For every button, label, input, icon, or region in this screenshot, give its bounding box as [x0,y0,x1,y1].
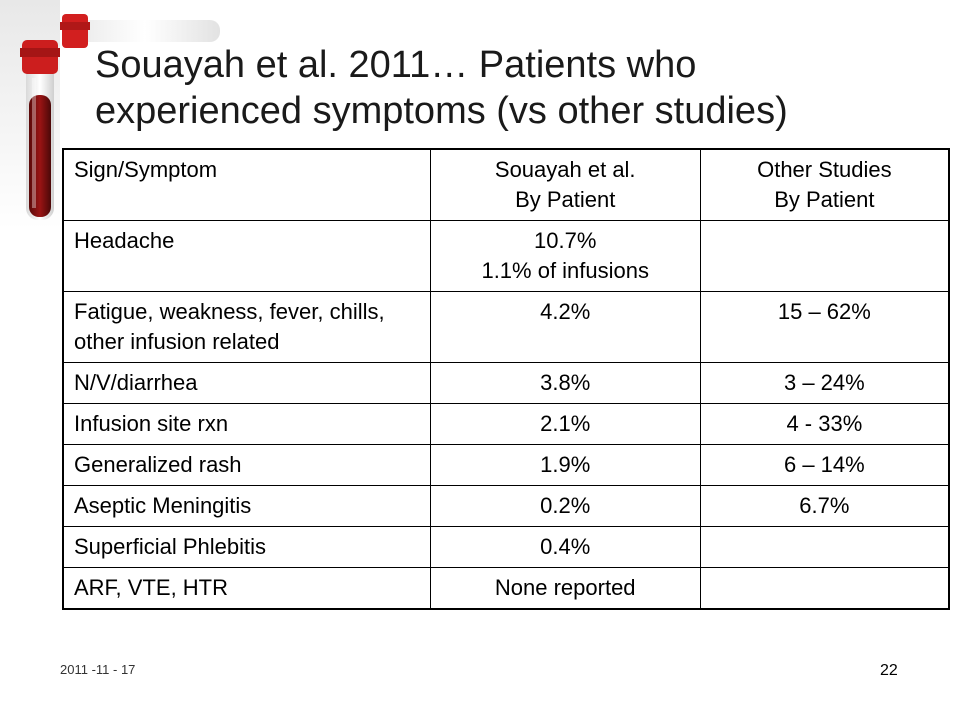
symptom-cell: Fatigue, weakness, fever, chills, other infusion related [63,292,430,363]
other-cell: 4 - 33% [700,404,949,445]
souayah-cell: 3.8% [430,363,700,404]
header-other-line2: By Patient [774,187,875,212]
symptom-cell: Infusion site rxn [63,404,430,445]
other-cell [700,568,949,610]
slide-title [95,42,935,134]
table-row [63,568,949,610]
other-cell [700,527,949,568]
symptom-cell: Aseptic Meningitis [63,486,430,527]
other-cell: 6.7% [700,486,949,527]
table-row [63,292,949,363]
header-souayah-line1: Souayah et al. [494,157,636,182]
souayah-cell: 1.9% [430,445,700,486]
title-line-2: experienced symptoms (vs other studies) [95,90,788,132]
souayah-subvalue: 1.1% of infusions [481,258,649,283]
souayah-cell: 0.4% [430,527,700,568]
table-row [63,445,949,486]
table-row [63,221,949,292]
symptom-cell: Superficial Phlebitis [63,527,430,568]
page-number: 22 [880,662,898,679]
footer-date: 2011 -11 - 17 [60,662,136,677]
souayah-value: 10.7% [534,228,597,253]
souayah-cell [430,221,700,292]
souayah-cell: 0.2% [430,486,700,527]
header-souayah [430,149,700,221]
other-cell: 15 – 62% [700,292,949,363]
table-row [63,527,949,568]
header-other-line1: Other Studies [757,157,892,182]
header-other-studies [700,149,949,221]
souayah-cell: None reported [430,568,700,610]
symptom-cell: Headache [63,221,430,292]
table-header-row [63,149,949,221]
symptom-cell: N/V/diarrhea [63,363,430,404]
symptom-cell: Generalized rash [63,445,430,486]
table-row [63,486,949,527]
table-row [63,404,949,445]
header-sign-symptom: Sign/Symptom [63,149,430,221]
header-souayah-line2: By Patient [515,187,616,212]
symptom-cell: ARF, VTE, HTR [63,568,430,610]
symptoms-table [62,148,950,610]
other-cell: 6 – 14% [700,445,949,486]
souayah-cell: 2.1% [430,404,700,445]
table-row [63,363,949,404]
other-cell [700,221,949,292]
other-cell: 3 – 24% [700,363,949,404]
souayah-cell: 4.2% [430,292,700,363]
title-line-1: Souayah et al. 2011… Patients who [95,44,697,86]
